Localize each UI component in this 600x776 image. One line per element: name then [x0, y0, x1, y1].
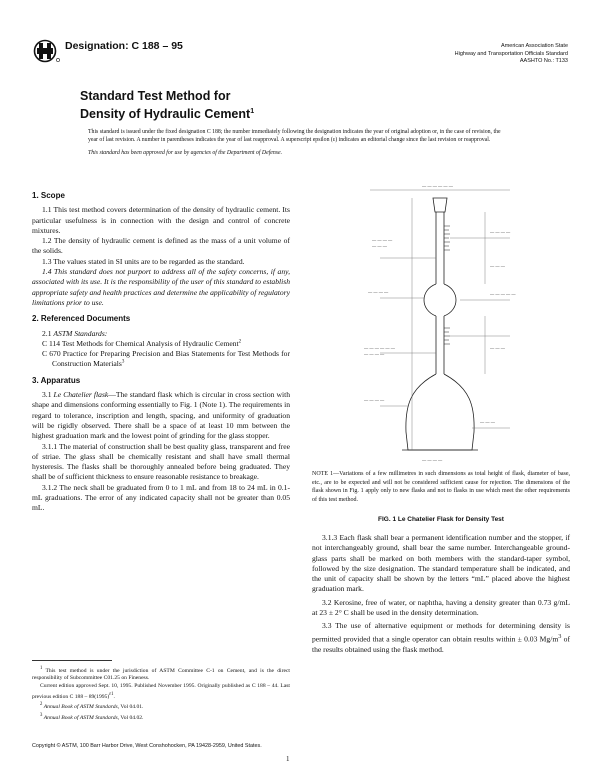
para-3-3-sup: 3 — [558, 632, 562, 640]
para-3-1-1: 3.1.1 The material of construction shall be best quality glass, transparent and free of striae. The glass shall be chemically resistant and shall have small thermal hysteresis. The flasks shall be thoroughly annealed before being graduated. They shall be of sufficient thickness to ensure reasonable resistance to breakage. — [32, 441, 290, 482]
para-2-1-text: ASTM Standards: — [53, 328, 108, 338]
figure-note: NOTE 1—Variations of a few millimetres in such dimensions as total height of flask, diameter of base, etc., are to be expected and will not be considered sufficient cause for rejection. The dimensions of the flask shown in Fig. 1 apply only to new flasks and not to flasks in use which meet the other requirements of this test method. — [312, 471, 570, 503]
para-2-1-num: 2.1 — [42, 328, 54, 338]
svg-text:— — —: — — — — [490, 346, 505, 351]
para-1-3: 1.3 The values stated in SI units are to be regarded as the standard. — [42, 256, 245, 266]
reference-c670-text: C 670 Practice for Preparing Precision and Bias Statements for Test Methods for Construction Materials — [42, 349, 290, 369]
designation: Designation: C 188 – 95 — [65, 40, 183, 52]
svg-text:— — — — —: — — — — — — [490, 292, 516, 297]
svg-text:— — — — — —: — — — — — — — [364, 346, 395, 351]
para-2-1 — [32, 329, 290, 339]
footnote-3-vol: , Vol 04.02. — [117, 714, 144, 721]
page-number: 1 — [286, 755, 290, 763]
figure-caption: FIG. 1 Le Chatelier Flask for Density Test — [378, 516, 504, 523]
svg-text:— — —: — — — — [480, 420, 495, 425]
reference-c114-text: C 114 Test Methods for Chemical Analysis of Hydraulic Cement — [42, 338, 239, 348]
para-3-1-2: 3.1.2 The neck shall be graduated from 0 to 1 mL and from 18 to 24 mL in 0.1-mL graduations. The error of any indicated capacity shall not be greater than 0.05 mL. — [32, 482, 290, 513]
aashto-line-1: American Association State — [501, 43, 568, 49]
para-1-1: 1.1 This test method covers determination of the density of hydraulic cement. Its particular usefulness is in connection with the design and control of concrete mixtures. — [32, 205, 290, 235]
footnotes — [32, 665, 290, 722]
svg-text:— — — — — —: — — — — — — — [422, 184, 453, 189]
aashto-block — [328, 43, 568, 66]
svg-text:— — —: — — — — [490, 264, 505, 269]
issue-note: This standard is issued under the fixed designation C 188; the number immediately following the designation indicates the year of original adoption or, in the case of revision, the year of last revision. A number in parentheses indicates the year of last reapproval. A superscript epsilon (ε) indicates an editorial change since the last revision or reapproval. — [88, 129, 501, 143]
para-3-1 — [32, 390, 290, 441]
reference-c114 — [32, 339, 290, 349]
svg-text:— — —: — — — — [372, 244, 387, 249]
footnote-1: $^1$ This test method is under the jurisdiction of ASTM Committee C-1 on Cement, and is the direct responsibility of Subcommittee C01.25 on Fineness. — [32, 666, 290, 682]
title-footnote-marker: 1 — [250, 108, 255, 115]
para-1-2: 1.2 The density of hydraulic cement is defined as the mass of a unit volume of the solids. — [32, 236, 290, 256]
footnote-1b: Current edition approved Sept. 10, 1995. Published November 1995. Originally published as C 188 – 44. Last previous edition C $188 - 89(1995)^{\varepsilon 1}$. — [32, 683, 290, 700]
copyright: Copyright © ASTM, 100 Barr Harbor Drive, West Conshohocken, PA 19428-2959, United States. — [32, 743, 262, 749]
footnote-3: $^3$ Annual Book of ASTM Standards, Vol 04.02. — [40, 712, 144, 721]
title-line-2 — [80, 104, 254, 122]
para-3-1-text: —The standard flask which is circular in cross section with shape and dimensions conforming essentially to Fig. 1 (Note 1). The requirements in regard to tolerance, inscription and length, spacing, and uniformity of graduation will be rigidly observed. There shall be a space of at least 10 mm between the highest graduation mark and the lowest point of grinding for the glass stopper. — [32, 390, 290, 441]
svg-text:— — — —: — — — — — [422, 458, 443, 463]
title-line-1: Standard Test Method for — [80, 89, 231, 103]
reference-c114-sup: 2 — [238, 339, 242, 345]
safety-text: 1.4 This standard does not purport to address all of the safety concerns, if any, associated with its use. It is the responsibility of the user of this standard to establish appropriate safety and health practices and determine the applicability of regulatory limitations prior to use. — [32, 267, 291, 307]
footnote-3-title: Annual Book of ASTM Standards — [43, 714, 118, 721]
para-3-1-num: 3.1 — [42, 390, 54, 400]
reference-c670-sup: 3 — [121, 359, 125, 365]
page-title — [80, 89, 254, 122]
aashto-line-2: Highway and Transportation Officials Standard — [454, 50, 568, 57]
approval-note — [88, 150, 508, 158]
title-line-2-text: Density of Hydraulic Cement — [80, 107, 251, 122]
footnote-1b-text: Current edition approved Sept. 10, 1995. Published November 1995. Originally published as C 188 – 44. Last previous edition C 188 – 89(1995) — [32, 683, 290, 700]
para-3-3-end: of the results obtained using the flask method. — [312, 634, 570, 654]
approval-text: This standard has been approved for use by agencies of the Department of Defense. — [88, 149, 283, 156]
footnote-rule — [32, 660, 112, 661]
svg-text:— — — —: — — — — — [364, 398, 385, 403]
right-column — [312, 533, 570, 658]
footnote-2: $^2$ Annual Book of ASTM Standards, Vol 04.01. — [40, 702, 144, 710]
svg-text:— — — —: — — — — — [364, 352, 385, 357]
para-3-3 — [312, 621, 570, 654]
scope-heading: 1. Scope — [32, 191, 65, 200]
para-3-2: 3.2 Kerosine, free of water, or naphtha, having a density greater than 0.73 g/mL at 23 ± 2° C shall be used in the density determination. — [312, 597, 570, 618]
para-3-1-term: Le Chatelier flask — [53, 390, 109, 400]
left-column — [32, 185, 290, 514]
referenced-documents-heading: 2. Referenced Documents — [32, 314, 131, 324]
aashto-line-3: AASHTO No.: T133 — [519, 58, 568, 64]
svg-text:— — — —: — — — — — [368, 290, 389, 295]
para-3-1-3: 3.1.3 Each flask shall bear a permanent identification number and the stopper, if not interchangeably ground, shall bear the same number. Interchangeable ground-glass parts shall be marked on both members with the standard-taper symbol, followed by the size designation. The standard temperature shall be indicated, and the unit of capacity shall be shown by the letters “mL” placed above the highest graduation mark. — [312, 533, 570, 594]
footnote-2-vol: , Vol 04.01. — [117, 703, 144, 710]
astm-logo — [33, 39, 61, 63]
le-chatelier-flask-figure — [350, 178, 520, 466]
footnote-2-title: Annual Book of ASTM Standards — [43, 703, 118, 710]
para-3-3-text: 3.3 The use of alternative equipment or methods for determining density is permitted provided that a single operator can obtain results within ± 0.03 Mg/m — [312, 621, 570, 644]
svg-text:— — — —: — — — — — [372, 238, 393, 243]
svg-text:— — — —: — — — — — [490, 230, 511, 235]
footnote-1-text: This test method is under the jurisdiction of ASTM Committee C-1 on Cement, and is the direct responsibility of Subcommittee C01.25 on Fineness. — [32, 667, 290, 682]
para-1-4 — [32, 267, 290, 308]
intro-block — [88, 129, 508, 162]
apparatus-heading: 3. Apparatus — [32, 375, 81, 385]
reference-c670 — [32, 349, 290, 370]
